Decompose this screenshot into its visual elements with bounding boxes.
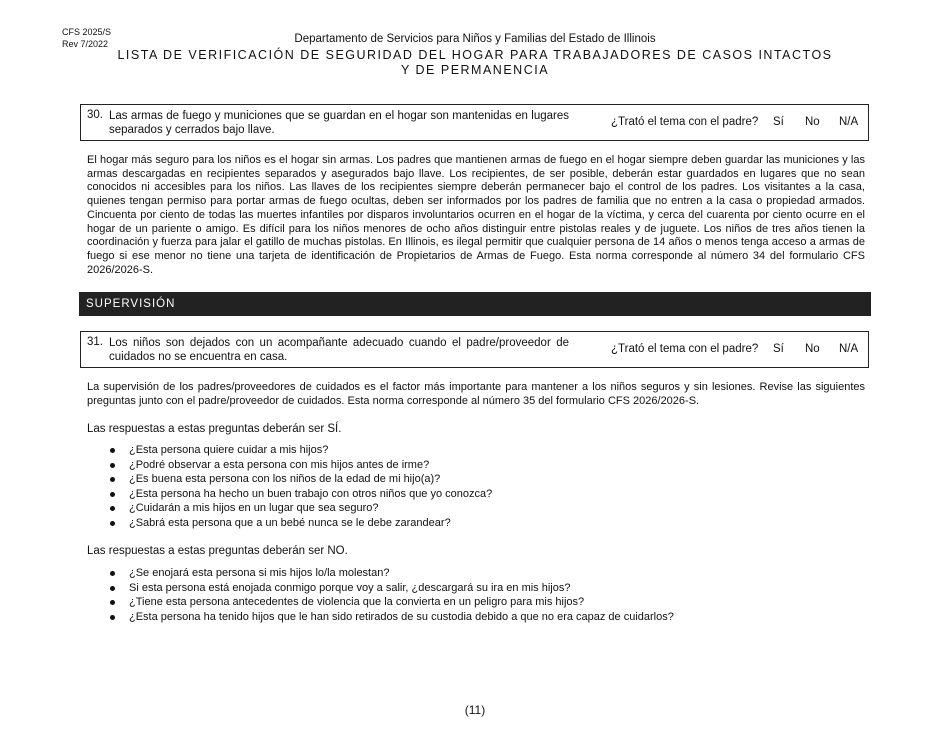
list-item: ¿Se enojará esta persona si mis hijos lo/la molestan? xyxy=(110,566,674,581)
no-questions-list xyxy=(110,566,674,624)
title-line-1: LISTA DE VERIFICACIÓN DE SEGURIDAD DEL HOGAR PARA TRABAJADORES DE CASOS INTACTOS xyxy=(117,48,833,62)
department-name: Departamento de Servicios para Niños y Familias del Estado de Illinois xyxy=(294,33,656,45)
option-yes[interactable]: Sí xyxy=(773,343,784,355)
yes-questions-list xyxy=(110,443,492,531)
list-item: ¿Podré observar a esta persona con mis hijos antes de irme? xyxy=(110,458,492,473)
yes-answers-heading: Las respuestas a estas preguntas deberán ser SÍ. xyxy=(87,423,342,435)
list-item: ¿Cuidarán a mis hijos en un lugar que sea seguro? xyxy=(110,501,492,516)
q30-explanation: El hogar más seguro para los niños es el hogar sin armas. Los padres que mantienen armas de fuego en el hogar siempre deben guardar las municiones y las armas descargadas en recipientes separados y asegurados bajo llave. Los recipientes, de ser posible, deberán estar guardados en lugares que no sean conocidos ni accesibles para los niños. Las llaves de los recipientes siempre deberán permanecer bajo el control de los padres. Los visitantes a la casa, quienes tengan permiso para portar armas de fuego ocultas, deben ser informados por los padres de familia que no entren a la casa o propiedad armados. Cincuenta por ciento de todas las muertes infantiles por disparos involuntarios ocurren en el hogar de la víctima, y cerca del cuarenta por ciento ocurre en el hogar de un pariente o amigo. Es difícil para los niños menores de ocho años distinguir entre pistolas reales y de juguete. Los niños de tres años tienen la coordinación y fuerza para jalar el gatillo de muchas pistolas. En Illinois, es ilegal permitir que cualquier persona de 14 años o menos tenga acceso a armas de fuego si ese menor no tiene una tarjeta de identificación de Propietarios de Armas de Fuego. Esta norma corresponde al número 34 del formulario CFS 2026/2026-S. xyxy=(87,154,865,276)
page-title xyxy=(0,48,950,78)
question-30-box xyxy=(80,104,869,141)
list-item: ¿Tiene esta persona antecedentes de violencia que la convierta en un peligro para mis hijos? xyxy=(110,595,674,610)
question-number: 31. xyxy=(87,336,103,348)
list-item: ¿Esta persona ha hecho un buen trabajo con otros niños que yo conozca? xyxy=(110,487,492,502)
list-item: ¿Esta persona quiere cuidar a mis hijos? xyxy=(110,443,492,458)
list-item: ¿Sabrá esta persona que a un bebé nunca se le debe zarandear? xyxy=(110,516,492,531)
question-number: 30. xyxy=(87,109,103,121)
option-no[interactable]: No xyxy=(805,116,820,128)
title-line-2: Y DE PERMANENCIA xyxy=(400,63,550,77)
list-item: Si esta persona está enojada conmigo porque voy a salir, ¿descargará su ira en mis hijos? xyxy=(110,581,674,596)
option-na[interactable]: N/A xyxy=(839,343,859,355)
option-na[interactable]: N/A xyxy=(839,116,859,128)
list-item: ¿Esta persona ha tenido hijos que le han sido retirados de su custodia debido a que no era capaz de cuidarlos? xyxy=(110,610,674,625)
question-31-box xyxy=(80,331,869,368)
option-no[interactable]: No xyxy=(805,343,820,355)
section-header-supervision: SUPERVISIÓN xyxy=(79,292,871,316)
option-yes[interactable]: Sí xyxy=(773,116,784,128)
question-text: Los niños son dejados con un acompañante adecuado cuando el padre/proveedor de cuidados no se encuentra en casa. xyxy=(109,337,569,363)
page-number: (11) xyxy=(464,703,486,717)
list-item: ¿Es buena esta persona con los niños de la edad de mi hijo(a)? xyxy=(110,472,492,487)
form-number: CFS 2025/S xyxy=(62,27,112,37)
form-revision: Rev 7/2022 xyxy=(62,39,109,49)
q31-explanation: La supervisión de los padres/proveedores de cuidados es el factor más importante para mantener a los niños seguros y sin lesiones. Revise las siguientes preguntas junto con el padre/proveedor de cuidados. Esta norma corresponde al número 35 del formulario CFS 2026/2026-S. xyxy=(87,381,865,407)
discussed-with-parent-label: ¿Trató el tema con el padre? xyxy=(611,116,759,128)
question-text: Las armas de fuego y municiones que se guardan en el hogar son mantenidas en lugares separados y cerrados bajo llave. xyxy=(109,110,569,136)
discussed-with-parent-label: ¿Trató el tema con el padre? xyxy=(611,343,759,355)
no-answers-heading: Las respuestas a estas preguntas deberán ser NO. xyxy=(87,545,348,557)
